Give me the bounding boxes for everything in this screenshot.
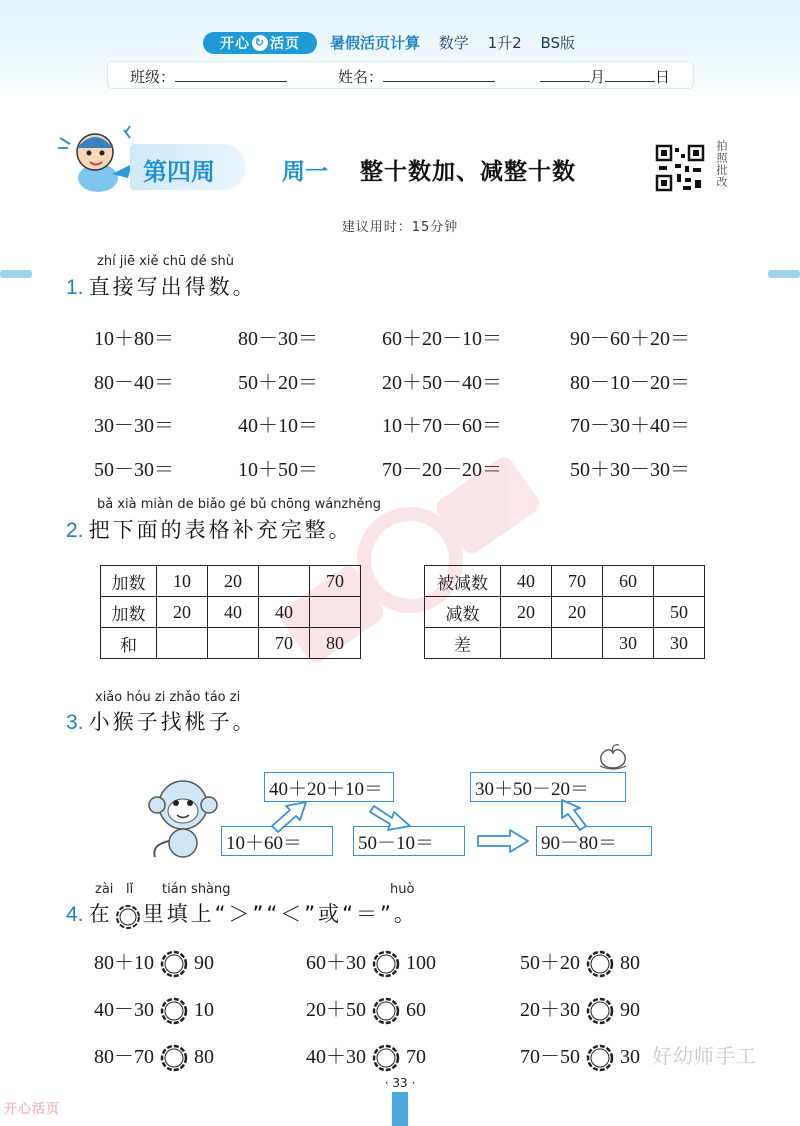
class-blank[interactable] <box>175 67 287 82</box>
watermark-text: 好幼师手工 <box>652 1044 757 1068</box>
table-row <box>425 597 705 628</box>
lesson-title: 整十数加、减整十数 <box>360 159 576 185</box>
table-row <box>425 628 705 659</box>
compare-left: 40＋30 <box>306 1046 366 1068</box>
table-cell: 差 <box>425 628 501 659</box>
table-cell[interactable] <box>552 628 603 659</box>
compare-left: 80－70 <box>94 1046 154 1068</box>
q4-pinyin-2: lǐ <box>126 882 134 897</box>
table-cell: 加数 <box>101 597 157 628</box>
compare-right: 90 <box>620 999 640 1021</box>
compare-left: 60＋30 <box>306 952 366 974</box>
equation[interactable]: 10＋80＝ <box>94 328 174 350</box>
day-blank[interactable] <box>605 67 655 82</box>
compare-blank-circle[interactable] <box>371 949 401 979</box>
table-cell: 40 <box>259 597 310 628</box>
table-cell: 80 <box>310 628 361 659</box>
table-cell: 被减数 <box>425 566 501 597</box>
page-tab <box>392 1092 408 1126</box>
table-cell[interactable] <box>310 597 361 628</box>
compare-right: 10 <box>194 999 214 1021</box>
table-row <box>425 566 705 597</box>
table-row <box>101 597 361 628</box>
table-cell: 60 <box>603 566 654 597</box>
table-cell: 10 <box>157 566 208 597</box>
q1-text: 直接写出得数。 <box>88 275 257 299</box>
grade: 1升2 <box>487 34 522 52</box>
week-label: 第四周 <box>143 158 215 186</box>
compare-blank-circle[interactable] <box>159 996 189 1026</box>
compare-item <box>94 1040 214 1073</box>
compare-right: 90 <box>194 952 214 974</box>
table-cell[interactable] <box>654 566 705 597</box>
equation[interactable]: 80－40＝ <box>94 372 174 394</box>
table-cell: 加数 <box>101 566 157 597</box>
compare-blank-circle[interactable] <box>585 1043 615 1073</box>
compare-left: 20＋50 <box>306 999 366 1021</box>
equation[interactable]: 90－60＋20＝ <box>570 328 690 350</box>
q4-text-1: 在 <box>88 902 113 926</box>
equation[interactable]: 30－30＝ <box>94 415 174 437</box>
compare-item <box>94 993 214 1026</box>
q4-pinyin-1: zài <box>95 882 114 897</box>
day-label: 周一 <box>282 159 328 185</box>
q2-pinyin: bǎ xià miàn de biǎo gé bǔ chōng wánzhěng <box>97 497 382 512</box>
side-marker-right <box>768 270 800 278</box>
peach-icon <box>595 742 631 772</box>
table-cell[interactable] <box>259 566 310 597</box>
table-cell: 和 <box>101 628 157 659</box>
subject: 数学 <box>438 34 469 52</box>
side-marker-left <box>0 270 32 278</box>
brand-swirl-icon: ↻ <box>252 35 268 51</box>
month-blank[interactable] <box>540 67 590 82</box>
table-row <box>101 566 361 597</box>
arrow-right-icon <box>478 830 528 852</box>
compare-right: 80 <box>620 952 640 974</box>
path-box-4[interactable]: 30＋50－20＝ <box>470 772 626 802</box>
compare-right: 70 <box>406 1046 426 1068</box>
q1-pinyin: zhí jiē xiě chū dé shù <box>97 254 234 269</box>
compare-right: 100 <box>406 952 436 974</box>
q4-heading <box>66 898 418 932</box>
q3-pinyin: xiǎo hóu zi zhǎo táo zi <box>95 690 241 705</box>
name-field[interactable] <box>338 66 495 87</box>
equation[interactable]: 50＋30－30＝ <box>570 459 690 481</box>
equation[interactable]: 20＋50－40＝ <box>382 372 502 394</box>
equation[interactable]: 60＋20－10＝ <box>382 328 502 350</box>
compare-blank-circle[interactable] <box>159 1043 189 1073</box>
monkey-icon <box>145 775 225 860</box>
compare-item <box>306 1040 426 1073</box>
compare-right: 30 <box>620 1046 640 1068</box>
addition-table <box>100 565 361 659</box>
page-number: · 33 · <box>384 1076 416 1090</box>
q4-pinyin-4: huò <box>390 882 415 897</box>
compare-item <box>306 946 436 979</box>
equation[interactable]: 70－30＋40＝ <box>570 415 690 437</box>
table-cell: 70 <box>552 566 603 597</box>
table-cell[interactable] <box>157 628 208 659</box>
mascot-illustration <box>50 118 140 198</box>
watermark-stamp <box>250 400 570 720</box>
compare-blank-circle[interactable] <box>371 1043 401 1073</box>
table-cell: 70 <box>259 628 310 659</box>
equation[interactable]: 80－30＝ <box>238 328 318 350</box>
class-field[interactable] <box>130 66 287 87</box>
brand-text-2: 活页 <box>270 36 300 52</box>
q2-text: 把下面的表格补充完整。 <box>88 518 353 542</box>
table-cell: 50 <box>654 597 705 628</box>
equation[interactable]: 70－20－20＝ <box>382 459 502 481</box>
footer-logo: 开心活页 <box>4 1102 61 1117</box>
q3-number: 3. <box>66 711 84 734</box>
time-hint: 建议用时：15分钟 <box>341 220 459 235</box>
brand-text-1: 开心 <box>220 36 250 52</box>
subtraction-table <box>424 565 705 659</box>
day-label: 日 <box>655 68 671 86</box>
table-cell: 20 <box>157 597 208 628</box>
brand-logo <box>203 32 317 54</box>
compare-item <box>520 993 640 1026</box>
table-cell[interactable] <box>603 597 654 628</box>
qr-code-icon[interactable] <box>655 144 705 192</box>
compare-left: 70－50 <box>520 1046 580 1068</box>
q2-heading <box>66 514 353 544</box>
edition: BS版 <box>540 34 576 52</box>
compare-item <box>520 946 640 979</box>
compare-blank-circle[interactable] <box>371 996 401 1026</box>
path-box-3[interactable]: 50－10＝ <box>353 826 465 856</box>
compare-left: 20＋30 <box>520 999 580 1021</box>
q4-number: 4. <box>66 903 84 926</box>
equation[interactable]: 50＋20＝ <box>238 372 318 394</box>
series-name: 暑假活页计算 <box>330 34 421 52</box>
table-cell: 减数 <box>425 597 501 628</box>
q4-text-2: 里填上“＞”“＜”或“＝”。 <box>142 902 418 926</box>
table-row <box>101 628 361 659</box>
equation[interactable]: 10＋50＝ <box>238 459 318 481</box>
compare-blank-circle[interactable] <box>585 949 615 979</box>
book-title <box>330 32 589 53</box>
q1-heading <box>66 271 257 301</box>
table-cell[interactable] <box>501 628 552 659</box>
month-label: 月 <box>590 68 606 86</box>
compare-item <box>306 993 426 1026</box>
compare-blank-circle[interactable] <box>585 996 615 1026</box>
date-field[interactable] <box>540 66 670 87</box>
compare-left: 40－30 <box>94 999 154 1021</box>
table-cell: 20 <box>208 566 259 597</box>
q3-heading <box>66 706 257 736</box>
compare-left: 80＋10 <box>94 952 154 974</box>
table-cell: 20 <box>552 597 603 628</box>
equation[interactable]: 10＋70－60＝ <box>382 415 502 437</box>
compare-item <box>94 946 214 979</box>
name-label: 姓名： <box>338 68 384 86</box>
compare-left: 50＋20 <box>520 952 580 974</box>
equation[interactable]: 40＋10＝ <box>238 415 318 437</box>
compare-right: 60 <box>406 999 426 1021</box>
path-box-2[interactable]: 40＋20＋10＝ <box>264 772 394 802</box>
equation[interactable]: 80－10－20＝ <box>570 372 690 394</box>
path-box-5[interactable]: 90－80＝ <box>536 826 652 856</box>
q1-number: 1. <box>66 276 84 299</box>
table-cell: 30 <box>603 628 654 659</box>
table-cell: 30 <box>654 628 705 659</box>
table-cell: 70 <box>310 566 361 597</box>
table-cell: 20 <box>501 597 552 628</box>
flower-circle-icon <box>113 902 143 932</box>
compare-item <box>520 1040 640 1073</box>
q2-number: 2. <box>66 519 84 542</box>
table-cell[interactable] <box>208 628 259 659</box>
path-box-1[interactable]: 10＋60＝ <box>221 826 333 856</box>
name-blank[interactable] <box>383 67 495 82</box>
q4-pinyin-3: tián shàng <box>162 882 231 897</box>
scan-note: 拍照批改 <box>715 140 728 188</box>
q3-text: 小猴子找桃子。 <box>88 710 257 734</box>
compare-blank-circle[interactable] <box>159 949 189 979</box>
table-cell: 40 <box>501 566 552 597</box>
table-cell: 40 <box>208 597 259 628</box>
equation[interactable]: 50－30＝ <box>94 459 174 481</box>
compare-right: 80 <box>194 1046 214 1068</box>
class-label: 班级： <box>130 68 176 86</box>
